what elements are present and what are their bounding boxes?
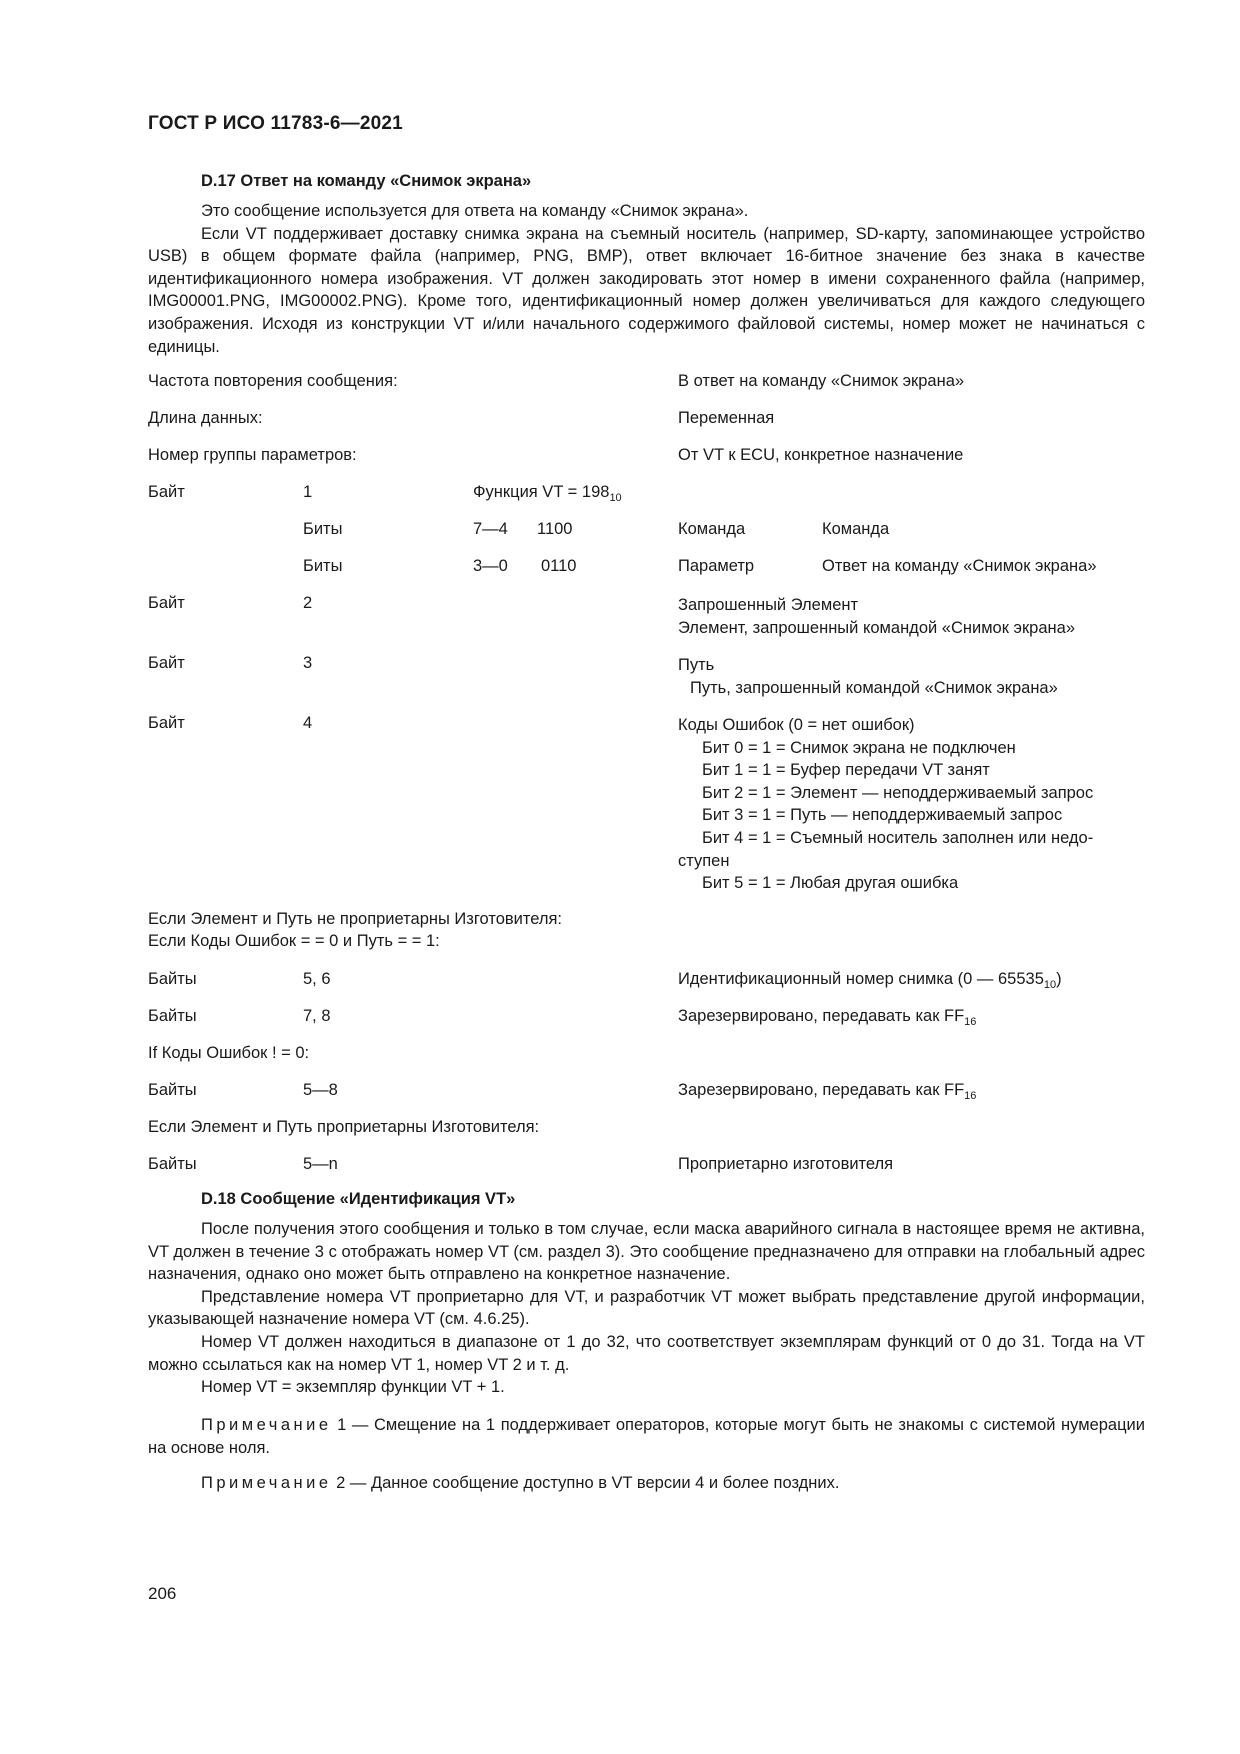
error-bit-5: Бит 5 = 1 = Любая другая ошибка bbox=[702, 874, 959, 893]
condition-not-proprietary: Если Элемент и Путь не проприетарны Изготовителя: bbox=[148, 910, 563, 928]
bytes-5-6-row bbox=[0, 970, 1240, 994]
bits-b-value: 0110 bbox=[541, 557, 577, 575]
byte2-number: 2 bbox=[303, 594, 313, 612]
byte3-line2: Путь, запрошенный командой «Снимок экрана» bbox=[690, 678, 1058, 697]
d18-paragraph-4: Номер VT = экземпляр функции VT + 1. bbox=[201, 1378, 505, 1397]
standard-header: ГОСТ Р ИСО 11783-6—2021 bbox=[148, 113, 403, 134]
bytes-5-6-number: 5, 6 bbox=[303, 970, 331, 988]
bits-b-range: 3—0 bbox=[473, 557, 508, 575]
section-d18-title: D.18 Сообщение «Идентификация VT» bbox=[201, 1190, 516, 1208]
bytes-5-8-desc bbox=[678, 1081, 976, 1100]
reserved-subscript-2: 16 bbox=[964, 1090, 977, 1102]
pgn-row bbox=[0, 446, 1240, 470]
byte4-label: Байт bbox=[148, 714, 185, 732]
bits-b-name: Параметр bbox=[678, 557, 755, 575]
bits-b-label: Биты bbox=[303, 557, 343, 575]
note-2-paragraph bbox=[148, 1472, 1145, 1495]
note-2 bbox=[148, 1472, 1145, 1495]
condition-errors: If Коды Ошибок ! = 0: bbox=[148, 1044, 310, 1062]
note-1-paragraph bbox=[148, 1414, 1145, 1459]
function-text: Функция VT = 198 bbox=[473, 483, 610, 501]
section-d17-intro bbox=[148, 200, 1145, 358]
repetition-label: Частота повторения сообщения: bbox=[148, 372, 398, 390]
byte1-function bbox=[473, 483, 622, 502]
byte3-label: Байт bbox=[148, 654, 185, 672]
d17-paragraph-1: Это сообщение используется для ответа на команду «Снимок экрана». bbox=[201, 202, 749, 220]
byte3-number: 3 bbox=[303, 654, 313, 672]
byte4-description bbox=[678, 714, 1148, 895]
note-1 bbox=[148, 1414, 1145, 1459]
snapshot-id-subscript: 10 bbox=[1043, 979, 1057, 991]
pgn-label: Номер группы параметров: bbox=[148, 446, 357, 464]
repetition-value: В ответ на команду «Снимок экрана» bbox=[678, 372, 965, 390]
byte2-line1: Запрошенный Элемент bbox=[678, 596, 859, 614]
bytes-5-6-label: Байты bbox=[148, 970, 197, 988]
byte1-number: 1 bbox=[303, 483, 313, 501]
d18-paragraph-2: Представление номера VT проприетарно для VT, и разработчик VT может выбрать представление другой информации, указывающей назначение номера VT (см. 4.6.25). bbox=[148, 1287, 1145, 1329]
bytes-7-8-number: 7, 8 bbox=[303, 1007, 331, 1025]
byte1-row bbox=[0, 483, 1240, 507]
bits-a-name: Команда bbox=[678, 520, 746, 538]
repetition-row bbox=[0, 372, 1240, 396]
bytes-7-8-desc bbox=[678, 1007, 976, 1026]
bits-a-range: 7—4 bbox=[473, 520, 508, 538]
error-codes-heading: Коды Ошибок (0 = нет ошибок) bbox=[678, 716, 915, 734]
byte4-number: 4 bbox=[303, 714, 313, 732]
byte1-bits-b-row bbox=[0, 557, 1240, 581]
byte1-label: Байт bbox=[148, 483, 185, 501]
note-1-label: Примечание bbox=[201, 1416, 332, 1434]
bits-a-desc: Команда bbox=[822, 520, 890, 538]
reserved-subscript: 16 bbox=[964, 1016, 977, 1028]
note-2-text: 2 — Данное сообщение доступно в VT версии 4 и более поздних. bbox=[331, 1474, 840, 1492]
note-2-label: Примечание bbox=[201, 1474, 332, 1492]
bytes-5-n-number: 5—n bbox=[303, 1155, 338, 1173]
condition-proprietary: Если Элемент и Путь проприетарны Изготовителя: bbox=[148, 1118, 540, 1136]
bytes-5-8-label: Байты bbox=[148, 1081, 197, 1099]
bytes-5-8-number: 5—8 bbox=[303, 1081, 338, 1099]
length-label: Длина данных: bbox=[148, 409, 263, 427]
byte2-label: Байт bbox=[148, 594, 185, 612]
error-bit-4: Бит 4 = 1 = Съемный носитель заполнен или недо- bbox=[702, 828, 1094, 847]
error-bit-0: Бит 0 = 1 = Снимок экрана не подключен bbox=[702, 738, 1016, 757]
bits-b-desc: Ответ на команду «Снимок экрана» bbox=[822, 557, 1097, 575]
byte2-description bbox=[678, 594, 1148, 639]
d17-paragraph-2: Если VT поддерживает доставку снимка экрана на съемный носитель (например, SD-карту, запоминающее устройство USB) в общем формате файла (например, PNG, BMP), ответ включает 16-битное значение без знака в качестве идентификационного номера изображения. VT должен закодировать этот номер в имени сохраненного файла (например, IMG00001.PNG, IMG00002.PNG). Кроме того, идентификационный номер должен увеличиваться для каждого следующего изображения. Исходя из конструкции VT и/или начального содержимого файловой системы, номер может не начинаться с единицы. bbox=[148, 224, 1145, 356]
error-bit-4-continued: ступен bbox=[678, 851, 730, 870]
bytes-5-6-desc bbox=[678, 970, 1062, 989]
bits-a-label: Биты bbox=[303, 520, 343, 538]
pgn-value: От VT к ECU, конкретное назначение bbox=[678, 446, 964, 464]
reserved-text-2: Зарезервировано, передавать как FF bbox=[678, 1081, 965, 1099]
bytes-5-n-desc: Проприетарно изготовителя bbox=[678, 1155, 894, 1173]
bytes-5-8-row bbox=[0, 1081, 1240, 1105]
error-bit-2: Бит 2 = 1 = Элемент — неподдерживаемый запрос bbox=[702, 783, 1094, 802]
length-value: Переменная bbox=[678, 409, 775, 427]
section-d18-body bbox=[148, 1218, 1145, 1399]
byte1-bits-a-row bbox=[0, 520, 1240, 544]
condition-no-errors: Если Коды Ошибок = = 0 и Путь = = 1: bbox=[148, 932, 440, 950]
bytes-7-8-row bbox=[0, 1007, 1240, 1031]
bytes-5-n-label: Байты bbox=[148, 1155, 197, 1173]
byte3-description bbox=[678, 654, 1148, 699]
section-d17-title: D.17 Ответ на команду «Снимок экрана» bbox=[201, 172, 532, 190]
page-number: 206 bbox=[148, 1584, 177, 1603]
note-1-text: 1 — Смещение на 1 поддерживает операторов, которые могут быть не знакомы с системой нумерации на основе ноля. bbox=[148, 1416, 1145, 1457]
byte3-line1: Путь bbox=[678, 656, 715, 674]
bits-a-value: 1100 bbox=[537, 520, 573, 538]
bytes-7-8-label: Байты bbox=[148, 1007, 197, 1025]
d18-paragraph-3: Номер VT должен находиться в диапазоне от 1 до 32, что соответствует экземплярам функций от 0 до 31. Тогда на VT можно ссылаться как на номер VT 1, номер VT 2 и т. д. bbox=[148, 1332, 1145, 1374]
length-row bbox=[0, 409, 1240, 433]
error-bit-3: Бит 3 = 1 = Путь — неподдерживаемый запрос bbox=[702, 806, 1063, 825]
reserved-text: Зарезервировано, передавать как FF bbox=[678, 1007, 965, 1025]
snapshot-id-close: ) bbox=[1056, 970, 1062, 988]
byte2-line2: Элемент, запрошенный командой «Снимок экрана» bbox=[678, 618, 1075, 637]
error-bit-1: Бит 1 = 1 = Буфер передачи VT занят bbox=[702, 761, 990, 780]
bytes-5-n-row bbox=[0, 1155, 1240, 1179]
d18-paragraph-1: После получения этого сообщения и только в том случае, если маска аварийного сигнала в настоящее время не активна, VT должен в течение 3 с отображать номер VT (см. раздел 3). Это сообщение предназначено для отправки на глобальный адрес назначения, однако оно может быть отправлено на конкретное назначение. bbox=[148, 1220, 1145, 1284]
function-subscript: 10 bbox=[609, 492, 622, 504]
snapshot-id-text: Идентификационный номер снимка (0 — 65535 bbox=[678, 970, 1044, 988]
